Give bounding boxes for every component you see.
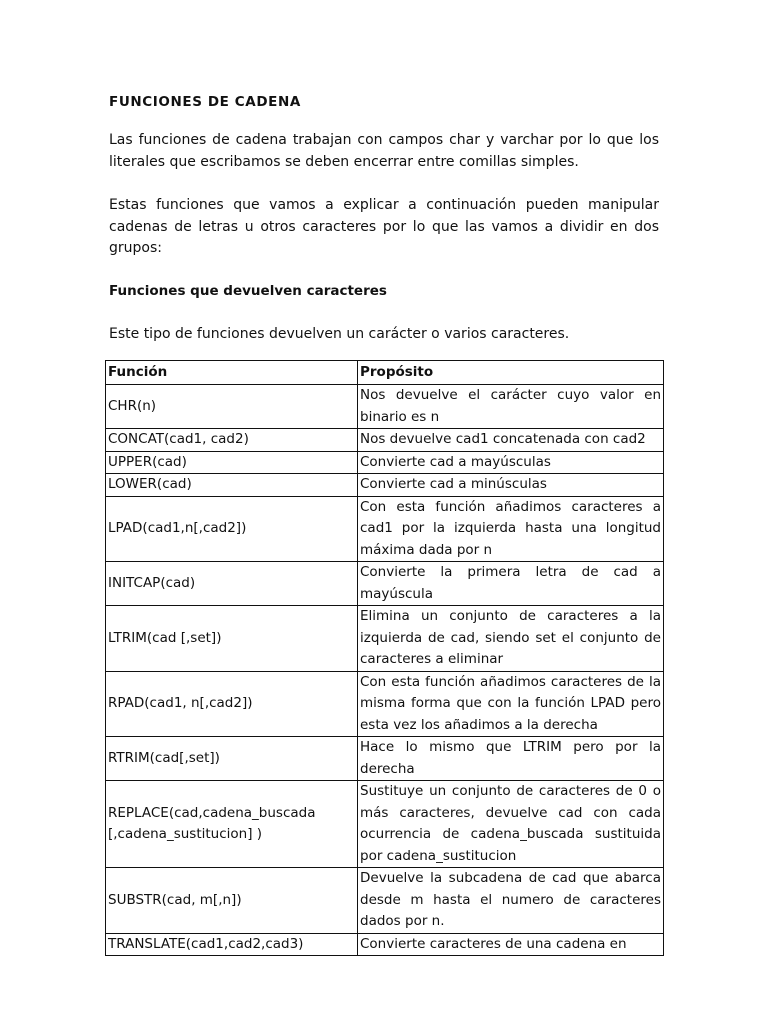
functions-table bbox=[105, 360, 664, 956]
purpose-cell: Nos devuelve el carácter cuyo valor en binario es n bbox=[358, 385, 664, 429]
purpose-cell: Sustituye un conjunto de caracteres de 0 o más caracteres, devuelve cad con cada ocurrencia de cadena_buscada sustituida por cadena_sustitucion bbox=[358, 781, 664, 868]
table-row bbox=[106, 385, 664, 429]
table-row bbox=[106, 781, 664, 868]
function-cell: SUBSTR(cad, m[,n]) bbox=[106, 868, 358, 934]
table-row bbox=[106, 451, 664, 474]
table-row bbox=[106, 429, 664, 452]
function-cell: TRANSLATE(cad1,cad2,cad3) bbox=[106, 933, 358, 956]
function-cell: LOWER(cad) bbox=[106, 474, 358, 497]
intro-paragraph: Las funciones de cadena trabajan con campos char y varchar por lo que los literales que escribamos se deben encerrar entre comillas simples. bbox=[109, 132, 659, 170]
function-cell: LTRIM(cad [,set]) bbox=[106, 606, 358, 672]
purpose-cell: Convierte la primera letra de cad a mayúscula bbox=[358, 562, 664, 606]
table-row bbox=[106, 737, 664, 781]
header-proposito: Propósito bbox=[358, 361, 664, 385]
groups-paragraph: Estas funciones que vamos a explicar a continuación pueden manipular cadenas de letras u otros caracteres por lo que las vamos a dividir en dos grupos: bbox=[109, 197, 659, 256]
section-heading: Funciones que devuelven caracteres bbox=[109, 283, 387, 299]
header-funcion: Función bbox=[106, 361, 358, 385]
purpose-cell: Convierte cad a mayúsculas bbox=[358, 451, 664, 474]
purpose-cell: Devuelve la subcadena de cad que abarca desde m hasta el numero de caracteres dados por n. bbox=[358, 868, 664, 934]
table-row bbox=[106, 496, 664, 562]
purpose-cell: Nos devuelve cad1 concatenada con cad2 bbox=[358, 429, 664, 452]
function-cell: RPAD(cad1, n[,cad2]) bbox=[106, 671, 358, 737]
purpose-cell: Convierte caracteres de una cadena en bbox=[358, 933, 664, 956]
function-cell: LPAD(cad1,n[,cad2]) bbox=[106, 496, 358, 562]
function-cell: REPLACE(cad,cadena_buscada [,cadena_sustitucion] ) bbox=[106, 781, 358, 868]
function-cell: CONCAT(cad1, cad2) bbox=[106, 429, 358, 452]
function-cell: RTRIM(cad[,set]) bbox=[106, 737, 358, 781]
table-row bbox=[106, 562, 664, 606]
purpose-cell: Elimina un conjunto de caracteres a la izquierda de cad, siendo set el conjunto de caracteres a eliminar bbox=[358, 606, 664, 672]
table-row bbox=[106, 474, 664, 497]
function-cell: CHR(n) bbox=[106, 385, 358, 429]
purpose-cell: Hace lo mismo que LTRIM pero por la derecha bbox=[358, 737, 664, 781]
table-row bbox=[106, 868, 664, 934]
function-cell: UPPER(cad) bbox=[106, 451, 358, 474]
table-row bbox=[106, 671, 664, 737]
table-row bbox=[106, 933, 664, 956]
function-cell: INITCAP(cad) bbox=[106, 562, 358, 606]
table-row bbox=[106, 606, 664, 672]
section-paragraph: Este tipo de funciones devuelven un carácter o varios caracteres. bbox=[109, 326, 570, 342]
purpose-cell: Con esta función añadimos caracteres a cad1 por la izquierda hasta una longitud máxima dada por n bbox=[358, 496, 664, 562]
purpose-cell: Con esta función añadimos caracteres de la misma forma que con la función LPAD pero esta vez los añadimos a la derecha bbox=[358, 671, 664, 737]
table-header-row bbox=[106, 361, 664, 385]
purpose-cell: Convierte cad a minúsculas bbox=[358, 474, 664, 497]
page-title: FUNCIONES DE CADENA bbox=[109, 94, 301, 110]
